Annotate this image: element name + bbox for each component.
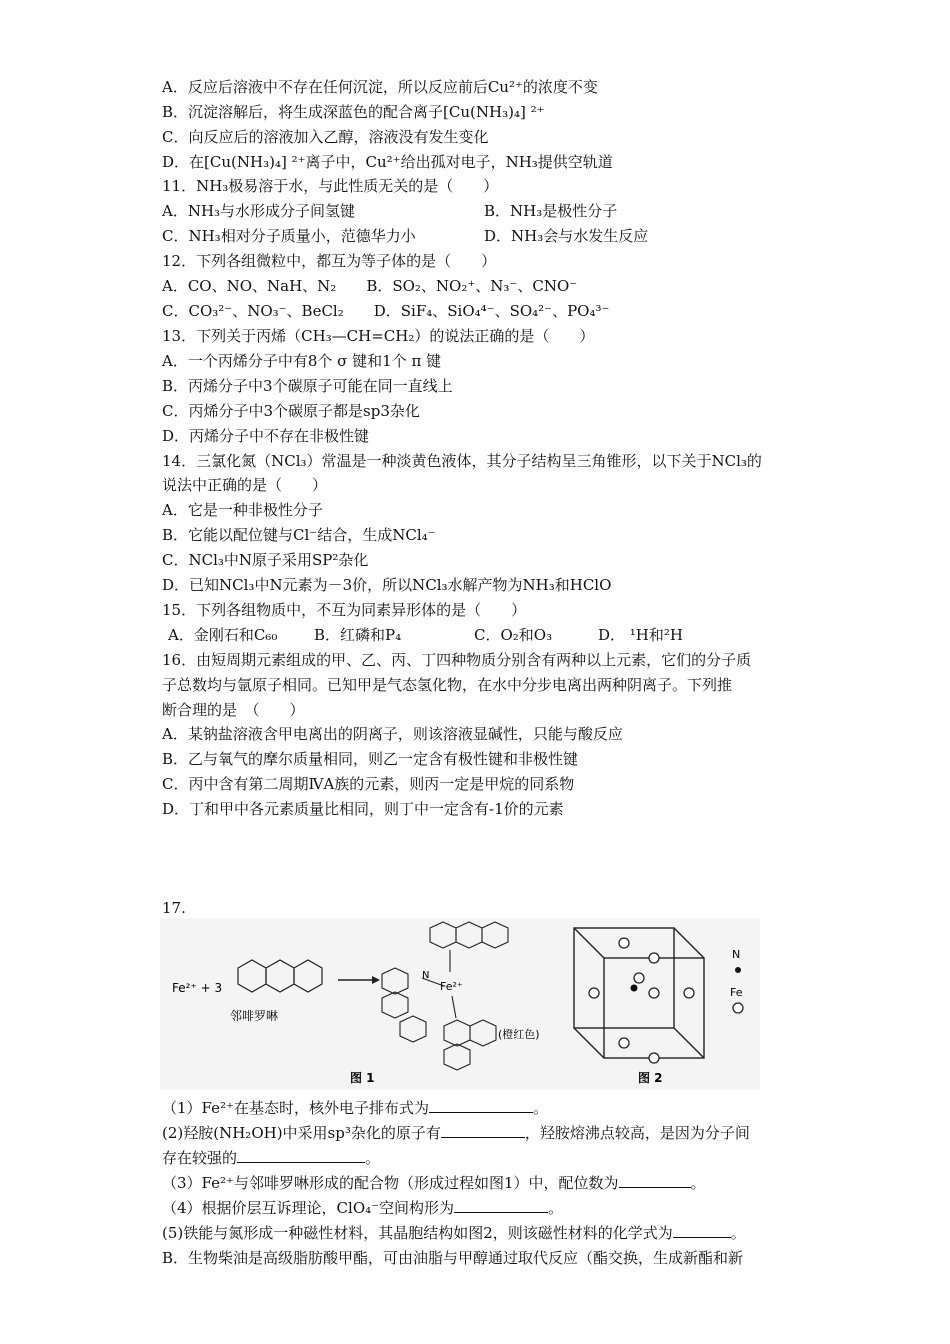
q13-option-b: B．丙烯分子中3个碳原子可能在同一直线上	[162, 377, 453, 395]
q17-number: 17.	[162, 899, 186, 917]
q13-stem: 13．下列关于丙烯（CH₃—CH=CH₂）的说法正确的是（ ）	[162, 327, 595, 345]
phenanthroline-ligand	[238, 960, 322, 992]
answer-blank-4[interactable]	[454, 1198, 548, 1213]
q15-option-d: D． ¹H和²H	[598, 626, 683, 644]
q16-option-b: B．乙与氧气的摩尔质量相同，则乙一定含有极性键和非极性键	[162, 750, 579, 768]
n-atom	[631, 985, 638, 992]
q14-stem-line1: 14．三氯化氮（NCl₃）常温是一种淡黄色液体，其分子结构呈三角锥形，以下关于NCl₃的	[162, 452, 762, 470]
q15-option-a: A．金刚石和C₆₀	[168, 626, 278, 644]
q17-part2-text-c: 存在较强的	[162, 1149, 238, 1167]
q17-figure	[160, 918, 760, 1090]
q11-option-d: D．NH₃会与水发生反应	[484, 227, 649, 245]
color-note: (橙红色)	[498, 1028, 540, 1041]
end-mark: 。	[730, 1224, 746, 1242]
q11-option-b: B．NH₃是极性分子	[484, 202, 618, 220]
q14-option-c: C．NCl₃中N原子采用SP²杂化	[162, 551, 369, 569]
q17-part1-text: （1）Fe²⁺在基态时，核外电子排布式为	[162, 1099, 429, 1117]
end-mark: 。	[532, 1099, 548, 1117]
fig2-caption: 图 2	[638, 1071, 663, 1085]
complex-n-label: N	[422, 970, 430, 981]
end-mark: 。	[690, 1174, 706, 1192]
complex-center-label: Fe²⁺	[440, 980, 463, 993]
end-mark: 。	[548, 1199, 564, 1217]
end-mark: 。	[365, 1149, 381, 1167]
q16-stem-line3: 断合理的是 （ ）	[162, 701, 305, 719]
q10-option-b: B．沉淀溶解后，将生成深蓝色的配合离子[Cu(NH₃)₄] ²⁺	[162, 103, 545, 121]
legend-fe-circle	[733, 1003, 743, 1013]
answer-blank-5[interactable]	[673, 1223, 731, 1238]
q17-part3	[162, 1173, 706, 1193]
reaction-arrow	[338, 976, 380, 984]
q13-option-a: A．一个丙烯分子中有8个 σ 键和1个 π 键	[162, 352, 442, 370]
q17-part1	[162, 1098, 548, 1118]
q10-option-c: C．向反应后的溶液加入乙醇，溶液没有发生变化	[162, 128, 489, 146]
q11-option-a: A．NH₃与水形成分子间氢键	[162, 202, 356, 220]
answer-blank-2a[interactable]	[441, 1123, 525, 1138]
ligand-name: 邻啡罗啉	[230, 1009, 279, 1023]
q17-part-b: B．生物柴油是高级脂肪酸甲酯，可由油脂与甲醇通过取代反应（酯交换，生成新酯和新	[162, 1249, 744, 1267]
q17-part4	[162, 1198, 563, 1218]
q17-part2-text-b: ，羟胺熔沸点较高，是因为分子间	[524, 1124, 750, 1142]
q16-stem-line1: 16．由短周期元素组成的甲、乙、丙、丁四种物质分别含有两种以上元素，它们的分子质	[162, 651, 752, 669]
fig1-caption: 图 1	[350, 1071, 375, 1085]
q10-option-a: A．反应后溶液中不存在任何沉淀，所以反应前后Cu²⁺的浓度不变	[162, 78, 598, 96]
q15-stem: 15．下列各组物质中，不互为同素异形体的是（ ）	[162, 601, 527, 619]
fe-complex	[382, 922, 508, 1070]
q11-stem: 11．NH₃极易溶于水，与此性质无关的是（ ）	[162, 177, 499, 195]
q15-option-c: C．O₂和O₃	[474, 626, 553, 644]
q11-option-c: C．NH₃相对分子质量小，范德华力小	[162, 227, 416, 245]
q13-option-d: D．丙烯分子中不存在非极性键	[162, 427, 370, 445]
q14-stem-line2: 说法中正确的是（ ）	[162, 476, 328, 494]
answer-blank-3[interactable]	[619, 1173, 691, 1188]
legend-fe-label: Fe	[730, 986, 743, 999]
q14-option-a: A．它是一种非极性分子	[162, 501, 323, 519]
q17-part2-cont	[162, 1148, 380, 1168]
q12-stem: 12．下列各组微粒中，都互为等子体的是（ ）	[162, 252, 497, 270]
legend-n-dot	[735, 967, 741, 973]
fe-atoms	[589, 938, 694, 1063]
fe-reactant-label: Fe²⁺ + 3	[172, 981, 223, 995]
q12-options-cd: C．CO₃²⁻、NO₃⁻、BeCl₂ D．SiF₄、SiO₄⁴⁻、SO₄²⁻、PO₄³⁻	[162, 302, 610, 320]
q16-option-c: C．丙中含有第二周期ⅣA族的元素，则丙一定是甲烷的同系物	[162, 775, 575, 793]
answer-blank-1[interactable]	[429, 1098, 533, 1113]
q10-option-d: D．在[Cu(NH₃)₄] ²⁺离子中，Cu²⁺给出孤对电子，NH₃提供空轨道	[162, 153, 613, 171]
q17-part4-text: （4）根据价层互诉理论，ClO₄⁻空间构形为	[162, 1199, 455, 1217]
q17-part2	[162, 1123, 750, 1143]
q17-part2-text-a: (2)羟胺(NH₂OH)中采用sp³杂化的原子有	[162, 1124, 441, 1142]
q13-option-c: C．丙烯分子中3个碳原子都是sp3杂化	[162, 402, 420, 420]
q14-option-b: B．它能以配位键与Cl⁻结合，生成NCl₄⁻	[162, 526, 436, 544]
q15-option-b: B．红磷和P₄	[314, 626, 402, 644]
answer-blank-2b[interactable]	[237, 1148, 365, 1163]
q12-options-ab: A．CO、NO、NaH、N₂ B．SO₂、NO₂⁺、N₃⁻、CNO⁻	[162, 277, 578, 295]
q17-part5-text: (5)铁能与氮形成一种磁性材料，其晶胞结构如图2，则该磁性材料的化学式为	[162, 1224, 673, 1242]
q17-part3-text: （3）Fe²⁺与邻啡罗啉形成的配合物（形成过程如图1）中，配位数为	[162, 1174, 619, 1192]
q14-option-d: D．已知NCl₃中N元素为－3价，所以NCl₃水解产物为NH₃和HClO	[162, 576, 612, 594]
q16-option-a: A．某钠盐溶液含甲电离出的阴离子，则该溶液显碱性，只能与酸反应	[162, 725, 623, 743]
q17-part5	[162, 1223, 746, 1243]
legend-n-label: N	[732, 948, 741, 961]
figure-diagram	[160, 918, 760, 1090]
q16-stem-line2: 子总数均与氩原子相同。已知甲是气态氢化物，在水中分步电离出两种阴离子。下列推	[162, 676, 733, 694]
q16-option-d: D．丁和甲中各元素质量比相同，则丁中一定含有-1价的元素	[162, 800, 564, 818]
